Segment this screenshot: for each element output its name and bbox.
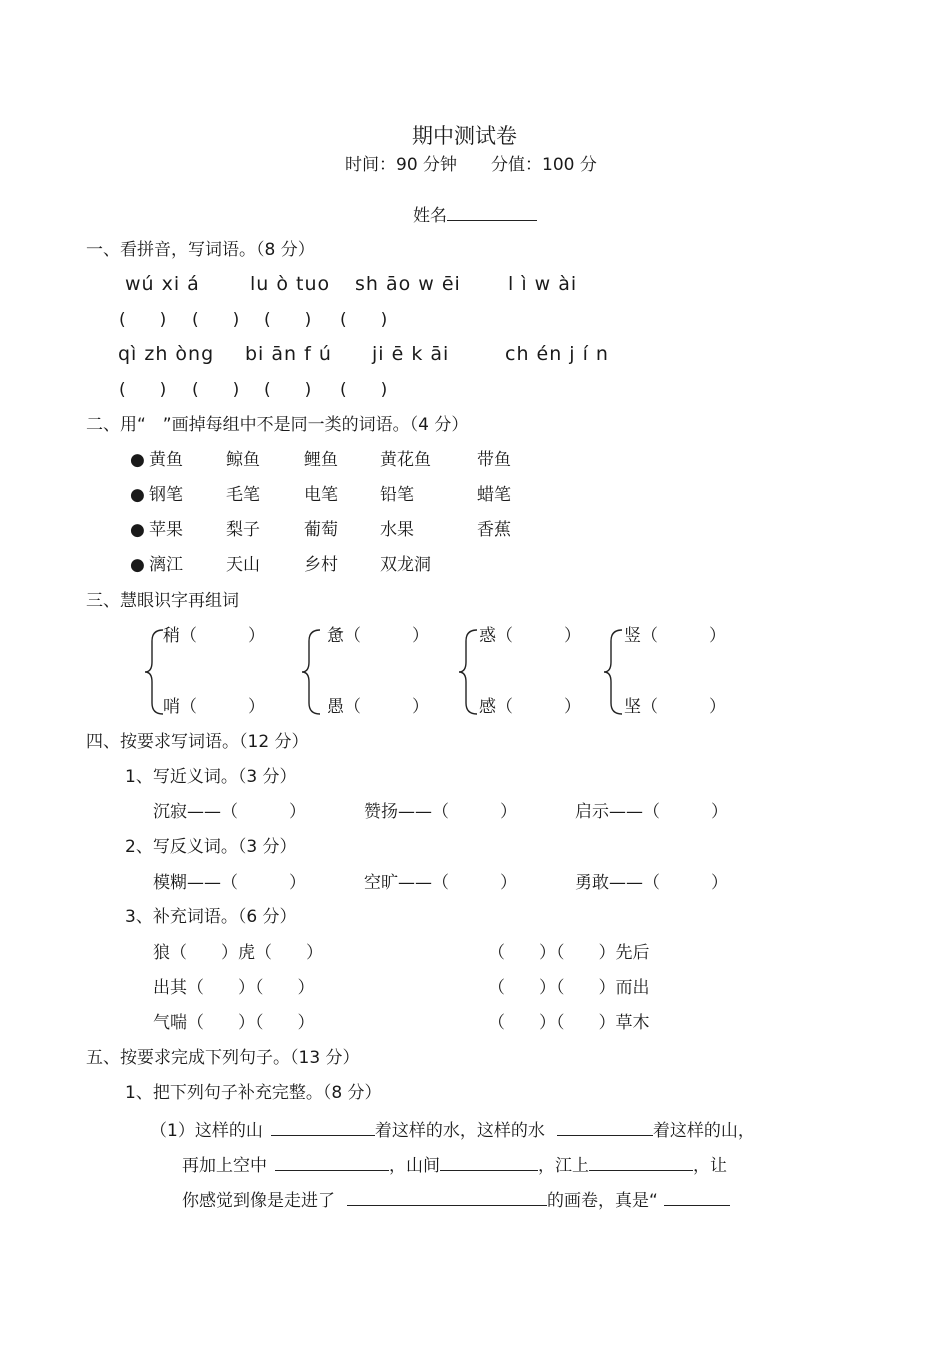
sentence-text: 再加上空中 <box>182 1156 267 1176</box>
sentence-line-1 <box>150 1119 755 1141</box>
pinyin-4: l ì w ài <box>508 273 578 295</box>
bullet: ● <box>130 520 145 540</box>
answer-box-2[interactable]: ( ) <box>192 310 240 330</box>
word[interactable]: 毛笔 <box>226 485 260 505</box>
idiom-left[interactable]: 出其（ ）（ ） <box>153 978 315 998</box>
word[interactable]: 香蕉 <box>477 520 511 540</box>
page-title: 期中测试卷 <box>412 124 517 148</box>
sentence-text: ，让 <box>693 1156 727 1176</box>
antonym-item[interactable]: 空旷——（ ） <box>364 873 517 893</box>
name-blank[interactable] <box>447 204 537 221</box>
idiom-right[interactable]: （ ）（ ）草木 <box>488 1013 650 1033</box>
name-label: 姓名 <box>413 206 447 226</box>
sentence-text: （1）这样的山 <box>150 1121 263 1141</box>
char-group-3-top[interactable]: 惑（ ） <box>479 626 581 646</box>
brace-icon <box>143 627 165 717</box>
char-group-4-top[interactable]: 竖（ ） <box>624 626 726 646</box>
brace-icon <box>602 627 624 717</box>
fill-blank[interactable] <box>557 1119 653 1136</box>
sentence-text: 的画卷，真是“ <box>547 1191 658 1211</box>
idiom-right[interactable]: （ ）（ ）先后 <box>488 943 650 963</box>
section-1-heading: 一、看拼音，写词语。（8 分） <box>86 240 315 260</box>
pinyin-3: sh āo w ēi <box>355 273 461 295</box>
word[interactable]: 鲸鱼 <box>226 450 260 470</box>
char-group-1-bottom[interactable]: 哨（ ） <box>163 697 265 717</box>
pinyin-5: qì zh òng <box>118 343 215 365</box>
synonym-item[interactable]: 启示——（ ） <box>575 802 728 822</box>
pinyin-8: ch én j í n <box>505 343 609 365</box>
synonym-item[interactable]: 沉寂——（ ） <box>153 802 306 822</box>
pinyin-6: bi ān f ú <box>245 343 332 365</box>
sentence-line-2 <box>182 1154 727 1176</box>
bullet: ● <box>130 450 145 470</box>
char-group-4-bottom[interactable]: 坚（ ） <box>624 697 726 717</box>
answer-box-8[interactable]: ( ) <box>340 380 388 400</box>
answer-box-4[interactable]: ( ) <box>340 310 388 330</box>
word[interactable]: 铅笔 <box>380 485 414 505</box>
section-3-heading: 三、慧眼识字再组词 <box>86 591 239 611</box>
word[interactable]: 蜡笔 <box>477 485 511 505</box>
word[interactable]: 苹果 <box>149 520 183 540</box>
sentence-text: ，山间 <box>389 1156 440 1176</box>
sentence-text: ，江上 <box>538 1156 589 1176</box>
fill-blank[interactable] <box>271 1119 375 1136</box>
section-4-heading: 四、按要求写词语。（12 分） <box>86 732 309 752</box>
word[interactable]: 鲤鱼 <box>304 450 338 470</box>
fill-blank[interactable] <box>664 1189 730 1206</box>
section-5-heading: 五、按要求完成下列句子。（13 分） <box>86 1048 360 1068</box>
synonym-item[interactable]: 赞扬——（ ） <box>364 802 517 822</box>
word[interactable]: 钢笔 <box>149 485 183 505</box>
word[interactable]: 黄鱼 <box>149 450 183 470</box>
exam-meta: 时间：90 分钟 分值：100 分 <box>345 155 597 175</box>
word[interactable]: 漓江 <box>149 555 183 575</box>
fill-blank[interactable] <box>589 1154 693 1171</box>
answer-box-3[interactable]: ( ) <box>264 310 312 330</box>
word[interactable]: 带鱼 <box>477 450 511 470</box>
answer-box-6[interactable]: ( ) <box>192 380 240 400</box>
sentence-line-3 <box>182 1189 730 1211</box>
q3-heading: 3、补充词语。（6 分） <box>125 907 297 927</box>
name-field[interactable] <box>413 204 537 226</box>
idiom-right[interactable]: （ ）（ ）而出 <box>488 978 650 998</box>
answer-box-5[interactable]: ( ) <box>119 380 167 400</box>
q2-heading: 2、写反义词。（3 分） <box>125 837 297 857</box>
antonym-item[interactable]: 勇敢——（ ） <box>575 873 728 893</box>
pinyin-7: ji ē k āi <box>372 343 450 365</box>
s5-q1-heading: 1、把下列句子补充完整。（8 分） <box>125 1083 382 1103</box>
fill-blank[interactable] <box>440 1154 538 1171</box>
q1-heading: 1、写近义词。（3 分） <box>125 767 297 787</box>
section-2-heading: 二、用“ ”画掉每组中不是同一类的词语。（4 分） <box>86 415 469 435</box>
answer-box-1[interactable]: ( ) <box>119 310 167 330</box>
fill-blank[interactable] <box>275 1154 389 1171</box>
word[interactable]: 葡萄 <box>304 520 338 540</box>
bullet: ● <box>130 555 145 575</box>
answer-box-7[interactable]: ( ) <box>264 380 312 400</box>
idiom-left[interactable]: 气喘（ ）（ ） <box>153 1013 315 1033</box>
brace-icon <box>457 627 479 717</box>
word[interactable]: 天山 <box>226 555 260 575</box>
sentence-text: 着这样的山， <box>652 1121 755 1141</box>
word[interactable]: 电笔 <box>304 485 338 505</box>
char-group-3-bottom[interactable]: 感（ ） <box>479 697 581 717</box>
sentence-text: 你感觉到像是走进了 <box>182 1191 335 1211</box>
word[interactable]: 双龙洞 <box>380 555 431 575</box>
char-group-2-top[interactable]: 惫（ ） <box>327 626 429 646</box>
word[interactable]: 梨子 <box>226 520 260 540</box>
sentence-text: 着这样的水，这样的水 <box>374 1121 545 1141</box>
char-group-1-top[interactable]: 稍（ ） <box>163 626 265 646</box>
pinyin-1: wú xi á <box>125 273 200 295</box>
brace-icon <box>300 627 322 717</box>
word[interactable]: 水果 <box>380 520 414 540</box>
fill-blank[interactable] <box>347 1189 547 1206</box>
antonym-item[interactable]: 模糊——（ ） <box>153 873 306 893</box>
char-group-2-bottom[interactable]: 愚（ ） <box>327 697 429 717</box>
bullet: ● <box>130 485 145 505</box>
pinyin-2: lu ò tuo <box>250 273 331 295</box>
word[interactable]: 乡村 <box>304 555 338 575</box>
word[interactable]: 黄花鱼 <box>380 450 431 470</box>
idiom-left[interactable]: 狼（ ）虎（ ） <box>153 943 323 963</box>
